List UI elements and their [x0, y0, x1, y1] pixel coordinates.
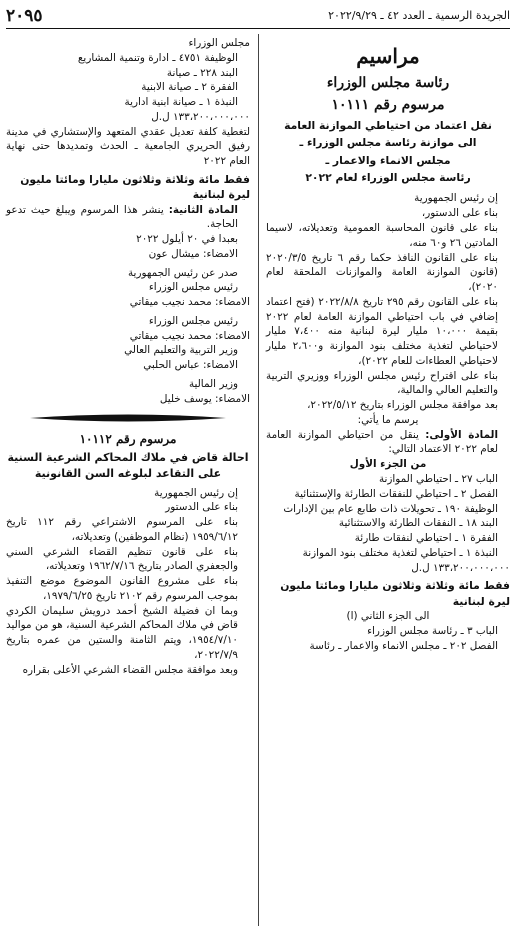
signatory-title: رئيس مجلس الوزراء	[148, 314, 238, 327]
decree-2-subject: احالة قاض في ملاك المحاكم الشرعية السنية	[7, 451, 249, 465]
preamble-paragraph: بناء على قانون المحاسبة العمومية وتعديلاته، لاسيما المادتين ٢٦ و٦٠ منه،	[266, 221, 498, 249]
signature-line: الامضاء: محمد نجيب ميقاتي	[129, 329, 250, 342]
intro-line: إن رئيس الجمهورية	[154, 486, 238, 499]
preamble-paragraph: بناء على الدستور،	[421, 207, 498, 220]
part-heading: من الجزء الأول	[349, 458, 427, 471]
decree-subject-line: نقل اعتماد من احتياطي الموازنة العامة	[284, 119, 492, 133]
budget-line: الفصل ٢ ـ احتياطي للنفقات الطارئة والإستثنائية	[294, 487, 498, 500]
budget-line: النبذة ١ ـ صيانة ابنية ادارية	[124, 96, 238, 109]
decree-subject-line: رئاسة مجلس الوزراء لعام ٢٠٢٢	[305, 171, 471, 185]
preamble-paragraph: وبعد موافقة مجلس القضاء الشرعي الأعلى بقراره	[22, 663, 238, 676]
preamble-paragraph: بناء على القانون رقم ٢٩٥ تاريخ ٢٠٢٢/٨/٨ (فتح اعتماد إضافي في باب احتياطي الموازنة العامة لعام ٢٠٢٢ بقيمة ١٠،٠٠٠ مليار ليرة لبنانية منه ٧،٤٠٠ مليار لاحتياطي لتغذية مختلف بنود الموازنة و٢،٦٠٠ مليار لاحتياطي العطاءات للعام ٢٠٢٢)،	[266, 295, 499, 367]
section-title: مراسيم	[356, 44, 420, 68]
preamble-paragraph: بناء على قانون تنظيم القضاء الشرعي السني والجعفري الصادر بتاريخ ١٩٦٢/٧/١٦ وتعديلاته،	[6, 545, 238, 573]
budget-line: النبذة ١ ـ احتياطي لتغذية مختلف بنود الموازنة	[302, 546, 498, 559]
decree-subject-line: مجلس الانماء والاعمار ـ	[325, 153, 451, 167]
budget-line: الفقرة ٢ ـ صيانة الابنية	[141, 81, 238, 94]
decree-2-title: مرسوم رقم ١٠١١٢	[79, 432, 177, 447]
budget-line: الوظيفة ١٩٠ ـ تحويلات ذات طابع عام بين الإدارات	[283, 502, 498, 515]
preamble-paragraph: بناء على مشروع القانون الموضوع موضع التنفيذ بموجب المرسوم رقم ٢١٠٢ تاريخ ١٩٧٩/٦/٢٥،	[6, 575, 238, 602]
intro-line: إن رئيس الجمهورية	[414, 192, 498, 205]
amount-words: فقط مائة وثلاثة وثلاثون مليارا ومائتا مليون ليرة لبنانية	[20, 172, 250, 202]
article-2	[6, 203, 250, 233]
article-label: المادة الثانية:	[168, 203, 238, 216]
decrees-line: يرسم ما يأتي:	[357, 413, 419, 426]
signatory-title: وزير المالية	[188, 377, 238, 390]
article-text: ينقل من احتياطي الموازنة العامة لعام ٢٠٢٢ الاعتماد التالي:	[266, 428, 498, 456]
decree-2-subject: على التقاعد لبلوغه السن القانونية	[34, 466, 222, 480]
signatory-title: وزير التربية والتعليم العالي	[124, 344, 238, 357]
signature-line: الامضاء: ميشال عون	[148, 247, 238, 260]
preamble-paragraph: بعد موافقة مجلس الوزراء بتاريخ ٢٠٢٢/٥/١٢،	[307, 399, 498, 412]
running-title: الجريدة الرسمية ـ العدد ٤٢ ـ ٢٠٢٢/٩/٢٩	[328, 9, 510, 22]
amount: ١٣٣،٢٠٠،٠٠٠،٠٠٠ ل.ل	[411, 561, 510, 574]
preamble-paragraph: بناء على المرسوم الاشتراعي رقم ١١٢ تاريخ ١٩٥٩/٦/١٢ (نظام الموظفين) وتعديلاته،	[6, 516, 238, 543]
preamble-paragraph: بناء على الدستور	[165, 501, 238, 514]
preamble-paragraph: بناء على اقتراح رئيس مجلس الوزراء ووزيري التربية والتعليم العالي والمالية،	[266, 369, 498, 397]
article-1	[266, 428, 510, 458]
amount: ١٣٣،٢٠٠،٠٠٠،٠٠٠ ل.ل	[151, 110, 250, 123]
budget-line: البند ١٨ ـ النفقات الطارئة والاستثنائية	[338, 517, 498, 530]
purpose-paragraph: لتغطية كلفة تعديل عقدي المتعهد والإستشاري في مدينة رفيق الحريري الجامعية ـ الحدث وتمديدها حتى نهاية العام ٢٠٢٢	[6, 125, 250, 168]
article-label: المادة الأولى:	[425, 428, 499, 441]
left-column	[6, 36, 250, 677]
section-separator-ornament	[6, 413, 250, 428]
budget-line: البند ٢٢٨ ـ صيانة	[166, 66, 238, 79]
part-heading: الى الجزء الثاني (ا)	[346, 610, 430, 623]
page-number: ٢٠٩٥	[6, 6, 43, 26]
preamble-paragraph: بناء على القانون النافذ حكما رقم ٦ تاريخ ٢٠٢٠/٣/٥ (قانون الموازنة العامة والموازنات الملحقة لعام ٢٠٢٠)،	[266, 251, 498, 294]
page-header	[6, 4, 510, 29]
decree-title: مرسوم رقم ١٠١١١	[331, 97, 445, 114]
date-line: بعبدا في ٢٠ أيلول ٢٠٢٢	[136, 233, 238, 246]
signature-line: الامضاء: محمد نجيب ميقاتي	[129, 296, 250, 309]
budget-line: مجلس الوزراء	[188, 37, 250, 49]
decree-subject-line: الى موازنة رئاسة مجلس الوزراء ـ	[299, 136, 477, 150]
budget-line: الفصل ٢٠٢ ـ مجلس الانماء والاعمار ـ رئاسة	[309, 639, 498, 652]
amount-words: فقط مائة وثلاثة وثلاثون مليارا ومائتا مليون ليرة لبنانية	[280, 579, 510, 608]
signature-line: الامضاء: عباس الحلبي	[143, 359, 238, 372]
signatory-title: رئيس مجلس الوزراء	[148, 281, 238, 294]
budget-line: الباب ٣ ـ رئاسة مجلس الوزراء	[367, 624, 498, 637]
budget-line: الوظيفة ٤٧٥١ ـ ادارة وتنمية المشاريع	[77, 51, 238, 64]
signature-line: الامضاء: يوسف خليل	[159, 392, 250, 405]
preamble-paragraph: وبما ان فضيلة الشيخ أحمد درويش سليمان الكردي قاض في ملاك المحاكم الشرعية السنية، هو من مواليد ١٩٥٤/٧/١٠، ويتم الثامنة والستين من عمره بتاريخ ٢٠٢٢/٧/٩،	[6, 604, 238, 661]
right-column	[266, 36, 510, 653]
column-divider	[258, 34, 259, 926]
budget-line: الفقرة ١ ـ احتياطي لنفقات طارئة	[354, 532, 498, 545]
article-text: ينشر هذا المرسوم ويبلغ حيث تدعو الحاجة.	[6, 203, 238, 231]
subsection-title: رئاسة مجلس الوزراء	[326, 75, 450, 92]
signatory-title: صدر عن رئيس الجمهورية	[127, 266, 238, 279]
budget-line: الباب ٢٧ ـ احتياطي الموازنة	[378, 473, 498, 485]
